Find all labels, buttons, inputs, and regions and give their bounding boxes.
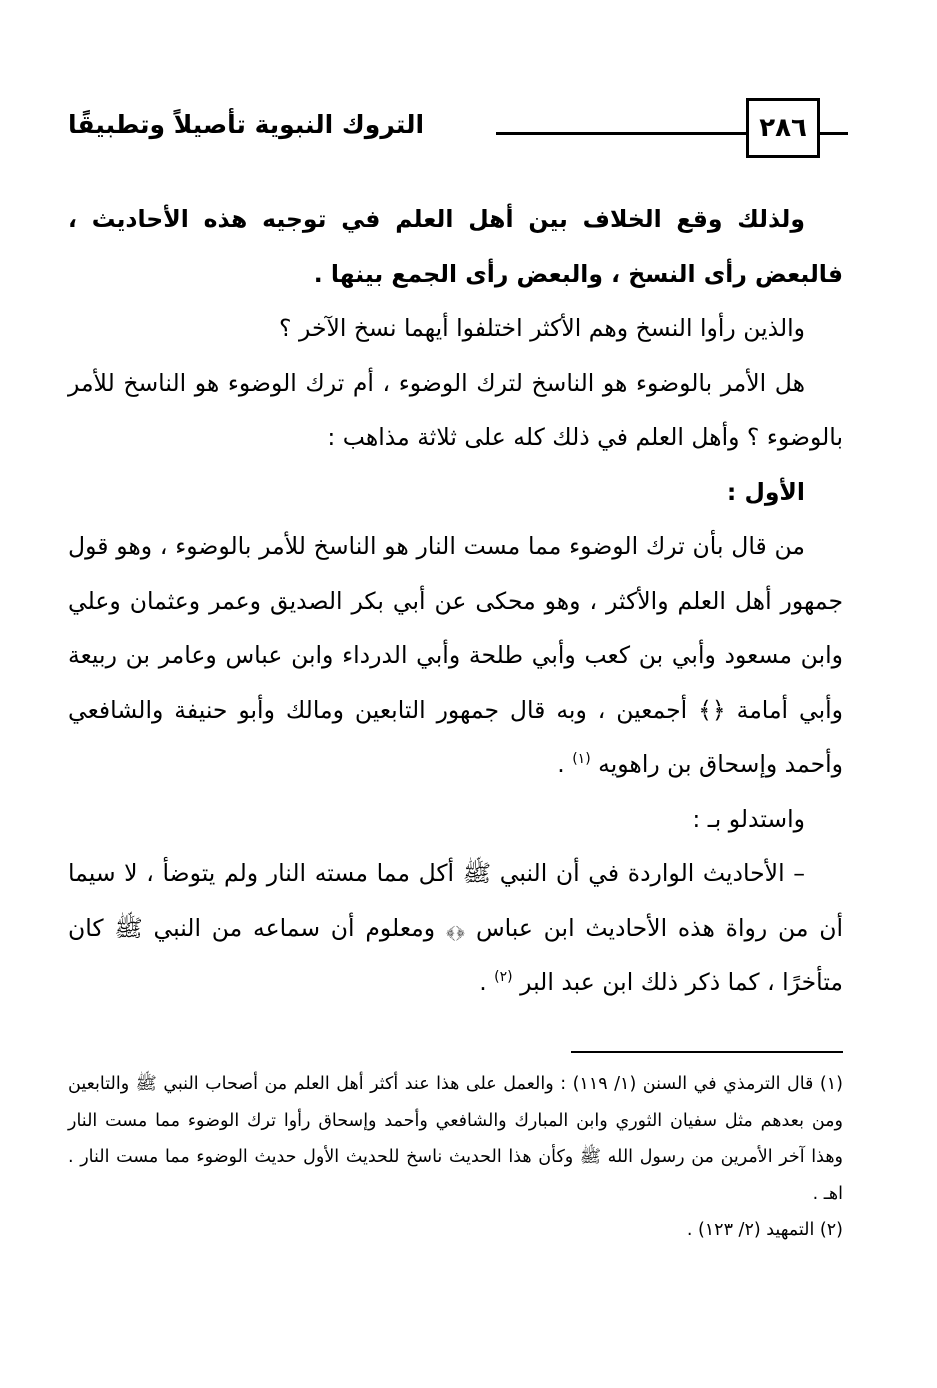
paragraph-first-view-text: من قال بأن ترك الوضوء مما مست النار هو الناسخ للأمر بالوضوء ، وهو قول جمهور أهل العلم والأكثر ، وهو محكى عن أبي بكر الصديق وعمر وعثمان وعلي وابن مسعود وأبي بن كعب وأبي طلحة وأبي الدرداء وابن عباس وعامر بن ربيعة وأبي أمامة ﴿﴾ أجمعين ، وبه قال جمهور التابعين ومالك وأبو حنيفة والشافعي وأحمد وإسحاق بن راهويه — [68, 532, 843, 778]
footnotes — [68, 1066, 843, 1249]
paragraph-evidence-text: – الأحاديث الواردة في أن النبي ﷺ أكل مما مسته النار ولم يتوضأ ، لا سيما أن من رواة هذه الأحاديث ابن عباس ﴿﴾ ومعلوم أن سماعه من النبي ﷺ كان متأخرًا ، كما ذكر ذلك ابن عبد البر — [68, 859, 843, 996]
header-rule-right — [820, 132, 848, 135]
paragraph-first-view — [68, 519, 843, 792]
footnote-ref-2[interactable]: (٢) — [494, 969, 513, 986]
paragraph-schools: هل الأمر بالوضوء هو الناسخ لترك الوضوء ، أم ترك الوضوء هو الناسخ للأمر بالوضوء ؟ وأهل العلم في ذلك كله على ثلاثة مذاهب : — [68, 368, 843, 451]
paragraph-evidence-intro: واستدلو بـ : — [692, 804, 805, 833]
footnote-divider — [571, 1051, 843, 1053]
page-number: ٢٨٦ — [746, 98, 820, 158]
running-title: التروك النبوية تأصيلاً وتطبيقًا — [68, 110, 425, 139]
footnote-ref-1[interactable]: (١) — [572, 751, 591, 768]
main-text — [68, 192, 843, 1010]
paragraph-intro: ولذلك وقع الخلاف بين أهل العلم في توجيه هذه الأحاديث ، فالبعض رأى النسخ ، والبعض رأى الجمع بينها . — [68, 205, 843, 288]
footnote-1: (١) قال الترمذي في السنن (١/ ١١٩) : والعمل على هذا عند أكثر أهل العلم من أصحاب النبي ﷺ والتابعين ومن بعدهم مثل سفيان الثوري وابن المبارك والشافعي وأحمد وإسحاق رأوا ترك الوضوء مما مست النار وهذا آخر الأمرين من رسول الله ﷺ وكأن هذا الحديث ناسخ للحديث الأول حديث الوضوء مما مست النار . اهـ . — [68, 1074, 843, 1204]
section-heading-first: الأول : — [726, 477, 805, 506]
paragraph-evidence — [68, 846, 843, 1010]
paragraph-first-view-end: . — [557, 750, 573, 778]
footnote-2: (٢) التمهيد (٢/ ١٢٣) . — [686, 1220, 843, 1240]
paragraph-question: والذين رأوا النسخ وهم الأكثر اختلفوا أيهما نسخ الآخر ؟ — [279, 314, 805, 342]
page-header — [68, 98, 848, 162]
paragraph-evidence-end: . — [479, 968, 495, 996]
header-rule — [496, 132, 746, 135]
